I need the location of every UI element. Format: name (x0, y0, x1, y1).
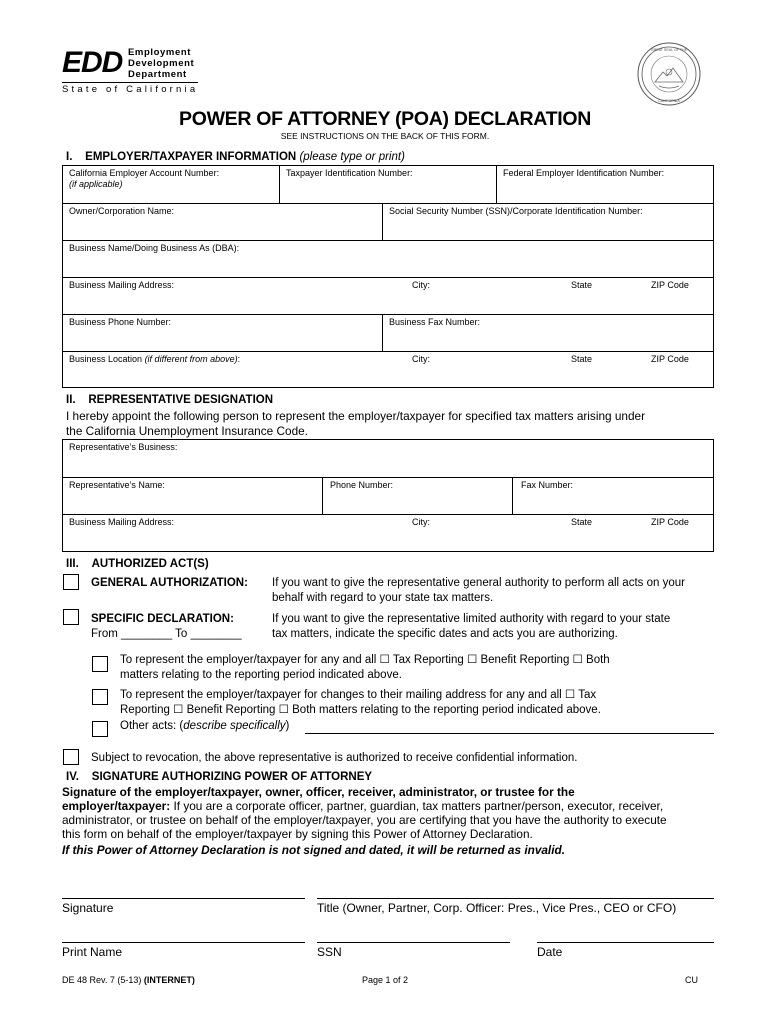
row-divider (62, 314, 714, 315)
rep-fax-label[interactable]: Fax Number: (521, 480, 574, 490)
general-authorization-checkbox[interactable] (63, 574, 79, 590)
internet-tag: (INTERNET) (143, 975, 195, 985)
other-acts-input-line[interactable] (305, 733, 714, 734)
section3-heading (66, 558, 209, 570)
row-divider (62, 351, 714, 352)
california-seal-icon (637, 42, 701, 106)
section3-number: III. (66, 558, 79, 570)
section1-note: (please type or print) (299, 151, 405, 163)
section1-number: I. (66, 151, 73, 163)
ca-account-note: (if applicable) (69, 179, 123, 189)
option1-text-1: To represent the employer/taxpayer for any and all ☐ Tax Reporting ☐ Benefit Reporting ☐ Both (120, 654, 610, 666)
phone-label[interactable]: Business Phone Number: (69, 317, 172, 327)
form-subtitle: SEE INSTRUCTIONS ON THE BACK OF THIS FORM. (280, 131, 490, 141)
state-of-california: State of California (62, 84, 199, 95)
mailing-address-label[interactable]: Business Mailing Address: (69, 280, 175, 290)
svg-text:CALIFORNIA: CALIFORNIA (658, 99, 680, 103)
revocation-text: Subject to revocation, the above representative is authorized to receive confidential information. (91, 752, 578, 764)
signature-caption: Signature (62, 901, 114, 915)
signature-line[interactable] (62, 898, 305, 899)
col-divider (496, 165, 497, 203)
business-location-label[interactable] (69, 354, 240, 365)
col-divider (512, 477, 513, 514)
specific-text-2: tax matters, indicate the specific dates and acts you are authorizing. (272, 628, 618, 640)
section1-title: EMPLOYER/TAXPAYER INFORMATION (85, 151, 297, 163)
dept-line-2: Development (128, 58, 195, 69)
section2-text-1: I hereby appoint the following person to represent the employer/taxpayer for specified tax matters arising under (66, 409, 646, 423)
row-divider (62, 240, 714, 241)
section2-title: REPRESENTATIVE DESIGNATION (88, 394, 274, 406)
rep-name-label[interactable]: Representative’s Name: (69, 480, 165, 490)
zip-label[interactable]: ZIP Code (651, 280, 689, 290)
date-caption: Date (537, 945, 563, 959)
taxpayer-id-label[interactable]: Taxpayer Identification Number: (286, 168, 413, 178)
section4-text-2-rest: If you are a corporate officer, partner, guardian, tax matters partner/person, executor, receiver, (170, 799, 664, 813)
form-id (62, 975, 195, 985)
specific-declaration-label: SPECIFIC DECLARATION: (91, 613, 234, 625)
location-city-label[interactable]: City: (412, 354, 430, 364)
section4-text-4: this form on behalf of the employer/taxpayer by signing this Power of Attorney Declaration. (62, 827, 533, 841)
option-mailing-address-checkbox[interactable] (92, 689, 108, 705)
row-divider (62, 477, 714, 478)
dba-label[interactable]: Business Name/Doing Business As (DBA): (69, 243, 240, 253)
edd-logo: EDD (62, 46, 123, 79)
dept-line-3: Department (128, 69, 187, 80)
rep-phone-label[interactable]: Phone Number: (330, 480, 394, 490)
location-state-label[interactable]: State (571, 354, 593, 364)
option3-italic: describe specifically (183, 720, 286, 732)
form-number: DE 48 Rev. 7 (5-13) (62, 975, 142, 985)
representative-box (62, 439, 714, 552)
specific-declaration-checkbox[interactable] (63, 609, 79, 625)
section4-heading (66, 771, 372, 783)
title-line[interactable] (317, 898, 714, 899)
ca-account-label: California Employer Account Number: (69, 168, 220, 178)
option3-suffix: ) (285, 720, 290, 732)
section1-heading (66, 151, 405, 163)
owner-name-label[interactable]: Owner/Corporation Name: (69, 206, 175, 216)
option3-text (120, 719, 289, 734)
rep-zip-label[interactable]: ZIP Code (651, 517, 689, 527)
city-label[interactable]: City: (412, 280, 430, 290)
fein-label[interactable]: Federal Employer Identification Number: (503, 168, 665, 178)
revocation-checkbox[interactable] (63, 749, 79, 765)
option1-text-2: matters relating to the reporting period indicated above. (120, 669, 402, 681)
row-divider (62, 277, 714, 278)
ssn-line[interactable] (317, 942, 510, 943)
col-divider (382, 314, 383, 351)
rep-city-label[interactable]: City: (412, 517, 430, 527)
location-colon: : (237, 354, 241, 364)
specific-text-1: If you want to give the representative limited authority with regard to your state (272, 613, 671, 625)
dept-line-1: Employment (128, 47, 192, 58)
logo-divider (62, 82, 198, 83)
option-other-acts-checkbox[interactable] (92, 721, 108, 737)
fax-label[interactable]: Business Fax Number: (389, 317, 481, 327)
section2-number: II. (66, 394, 76, 406)
page-number: Page 1 of 2 (362, 975, 409, 985)
option2-text-2: Reporting ☐ Benefit Reporting ☐ Both matters relating to the reporting period indicated above. (120, 704, 601, 716)
section4-title: SIGNATURE AUTHORIZING POWER OF ATTORNEY (91, 771, 373, 783)
general-text-2: behalf with regard to your state tax matters. (272, 592, 494, 604)
ca-account-field[interactable] (69, 168, 219, 190)
section4-number: IV. (66, 771, 80, 783)
form-title: POWER OF ATTORNEY (POA) DECLARATION (179, 108, 591, 130)
section4-bold-text: Signature of the employer/taxpayer, owner, officer, receiver, administrator, or trustee for the (62, 785, 575, 799)
form-code: CU (685, 975, 698, 985)
rep-state-label[interactable]: State (571, 517, 593, 527)
section4-bold-text-2: employer/taxpayer: (62, 799, 171, 813)
section4-text-2 (62, 799, 663, 814)
rep-mailing-label[interactable]: Business Mailing Address: (69, 517, 175, 527)
specific-from-to-field[interactable]: From ________ To ________ (91, 628, 242, 640)
option3-prefix: Other acts: ( (120, 720, 184, 732)
section2-heading (66, 394, 273, 406)
location-note: (if different from above) (144, 354, 238, 364)
ssn-corp-label[interactable]: Social Security Number (SSN)/Corporate Identification Number: (389, 206, 643, 216)
print-name-caption: Print Name (62, 945, 123, 959)
state-label[interactable]: State (571, 280, 593, 290)
date-line[interactable] (537, 942, 714, 943)
location-text: Business Location (69, 354, 143, 364)
section4-text-3: administrator, or trustee on behalf of the employer/taxpayer, you are certifying that you have the authority to execute (62, 813, 667, 827)
row-divider (62, 203, 714, 204)
section3-title: AUTHORIZED ACT(S) (91, 558, 209, 570)
general-text-1: If you want to give the representative general authority to perform all acts on your (272, 577, 685, 589)
rep-business-label[interactable]: Representative’s Business: (69, 442, 178, 452)
print-name-line[interactable] (62, 942, 305, 943)
ssn-caption: SSN (317, 945, 342, 959)
dept-name (128, 47, 194, 80)
row-divider (62, 514, 714, 515)
col-divider (382, 203, 383, 240)
col-divider (279, 165, 280, 203)
title-caption: Title (Owner, Partner, Corp. Officer: Pres., Vice Pres., CEO or CFO) (317, 901, 677, 915)
general-authorization-label: GENERAL AUTHORIZATION: (91, 577, 248, 589)
svg-text:GREAT SEAL OF THE: GREAT SEAL OF THE (650, 48, 688, 52)
option-reporting-checkbox[interactable] (92, 656, 108, 672)
option2-text-1: To represent the employer/taxpayer for changes to their mailing address for any and all ☐ Tax (120, 689, 597, 701)
col-divider (322, 477, 323, 514)
invalid-warning: If this Power of Attorney Declaration is not signed and dated, it will be returned as invalid. (62, 843, 565, 857)
section2-text-2: the California Unemployment Insurance Code. (66, 424, 308, 438)
location-zip-label[interactable]: ZIP Code (651, 354, 689, 364)
